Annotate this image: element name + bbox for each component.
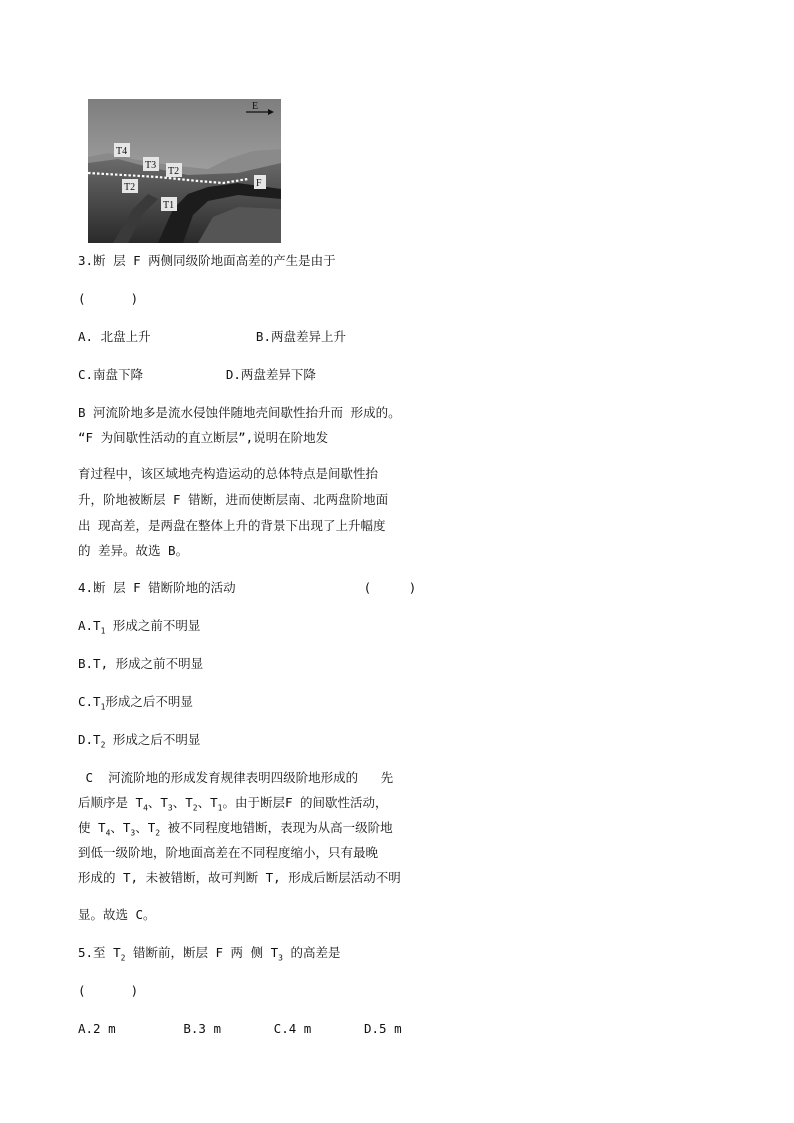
q3-answer-line: 出 现高差，是两盘在整体上升的背景下出现了上升幅度 <box>78 518 386 533</box>
q5-blank: ( ) <box>78 983 139 998</box>
q4-option-d: $D.T_2$ 形成之后不明显 <box>78 732 201 750</box>
terrace-label-t3: T3 <box>145 160 157 171</box>
q3-answer-line: 升，阶地被断层 F 错断，进而使断层南、北两盘阶地面 <box>78 492 389 507</box>
fault-label: F <box>256 178 262 189</box>
direction-label: E <box>252 101 259 112</box>
q4-answer-line: 后顺序是 $T_4$、$T_3$、$T_2$、$T_1$。由于断层F 的间歇性活动， <box>78 795 388 813</box>
terrace-label-t1: T1 <box>163 200 175 211</box>
q4-answer-line: 显。故选 C。 <box>78 907 156 922</box>
q3-options-row1: A. 北盘上升 B.两盘差异上升 <box>78 329 346 344</box>
q4-option-b: B.T, 形成之前不明显 <box>78 656 204 671</box>
q3-blank: ( ) <box>78 291 139 306</box>
q3-options-row2: C.南盘下降 D.两盘差异下降 <box>78 367 316 382</box>
q5-options: A.2 m B.3 m C.4 m D.5 m <box>78 1021 402 1036</box>
q4-answer-line: 使 $T_4$、$T_3$、$T_2$ 被不同程度地错断，表现为从高一级阶地 <box>78 820 393 838</box>
terrace-photo <box>88 99 281 243</box>
q3-answer-line: B 河流阶地多是流水侵蚀伴随地壳间歇性抬升而 形成的。 <box>78 405 401 420</box>
q4-option-c: $C.T_1$形成之后不明显 <box>78 694 193 712</box>
q3-stem: 3.断 层 F 两侧同级阶地面高差的产生是由于 <box>78 253 336 268</box>
terrace-label-t2-upper: T2 <box>168 166 180 177</box>
q3-answer-line: 的 差异。故选 B。 <box>78 543 189 558</box>
q4-stem: 4.断 层 F 错断阶地的活动 ( ) <box>78 580 417 595</box>
q4-answer-line: 形成的 T, 未被错断，故可判断 T, 形成后断层活动不明 <box>78 870 401 885</box>
q4-answer-line: 到低一级阶地，阶地面高差在不同程度缩小，只有最晚 <box>78 845 379 860</box>
terrace-label-t2-lower: T2 <box>124 182 136 193</box>
q3-answer-line: “F 为间歇性活动的直立断层”,说明在阶地发 <box>78 430 329 445</box>
q4-option-a: $A.T_1$ 形成之前不明显 <box>78 618 201 636</box>
q4-answer-line: C 河流阶地的形成发育规律表明四级阶地形成的 先 <box>78 770 394 785</box>
q5-stem: 5.至 $T_2$ 错断前，断层 F 两 侧 $T_3$ 的高差是 <box>78 945 341 963</box>
q3-answer-line: 育过程中，该区域地壳构造运动的总体特点是间歇性抬 <box>78 466 379 481</box>
terrace-label-t4: T4 <box>116 146 128 157</box>
